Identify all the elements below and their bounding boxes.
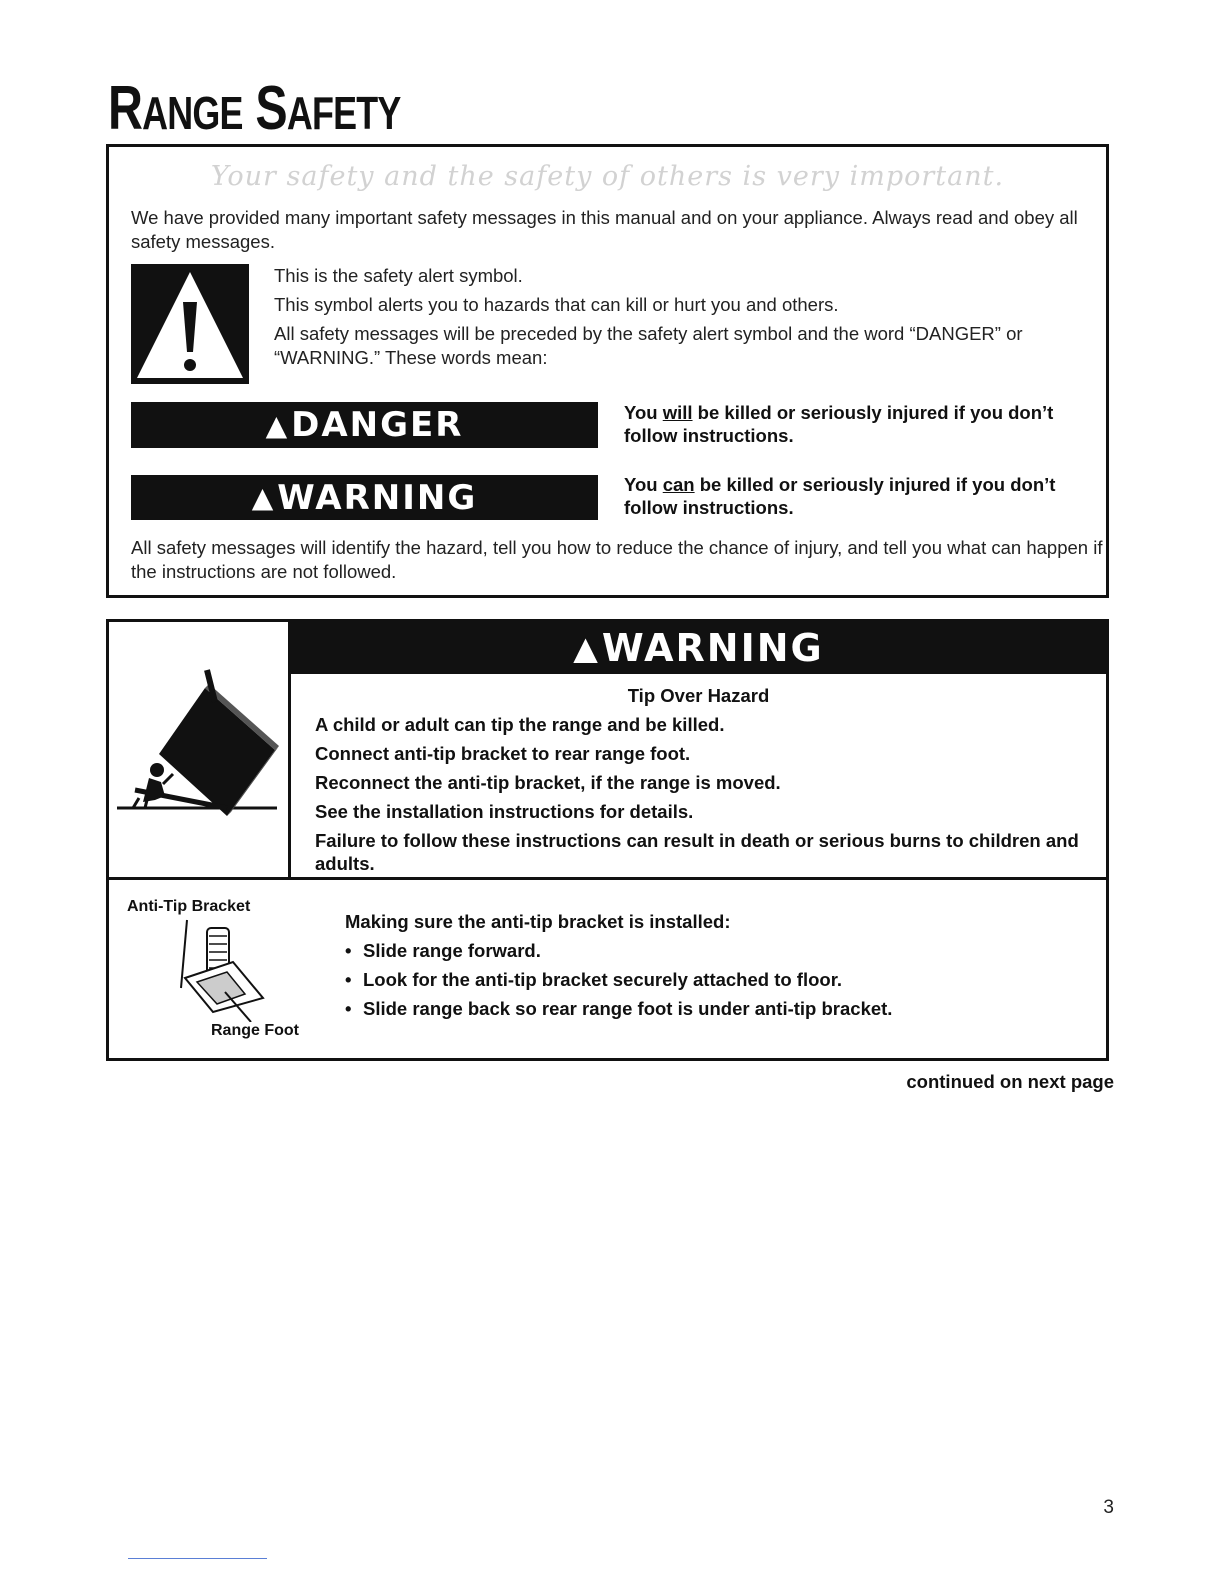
alert-line: This symbol alerts you to hazards that can kill or hurt you and others. — [274, 294, 839, 315]
hazard-line: Connect anti-tip bracket to rear range foot. — [315, 743, 691, 764]
anti-tip-bracket-label: Anti-Tip Bracket — [127, 898, 251, 915]
continued-note: continued on next page — [906, 1071, 1114, 1092]
intro-heading: Your safety and the safety of others is very important. — [210, 161, 1005, 192]
bullet-icon: • — [345, 940, 352, 961]
tip-over-illustration — [109, 622, 291, 877]
danger-signal-bar — [131, 402, 598, 448]
install-bullet: • Slide range forward. — [345, 940, 541, 961]
anti-tip-bracket-icon — [167, 918, 277, 1027]
intro-paragraph: We have provided many important safety messages in this manual and on your appliance. Always read and obey all safety messages. — [131, 207, 1078, 252]
tip-warning-signal-bar — [291, 622, 1106, 674]
warning-label: WARNING — [601, 626, 824, 670]
danger-description: You will be killed or seriously injured if you don’t follow instructions. — [624, 402, 1054, 446]
alert-line: This is the safety alert symbol. — [274, 265, 523, 286]
hazard-line: Failure to follow these instructions can result in death or serious burns to children and adults. — [315, 830, 1079, 874]
safety-intro-box — [106, 144, 1109, 598]
hazard-line: A child or adult can tip the range and be killed. — [315, 714, 725, 735]
install-bullet: • Slide range back so rear range foot is under anti-tip bracket. — [345, 998, 893, 1019]
install-bullet: • Look for the anti-tip bracket securely attached to floor. — [345, 969, 843, 990]
intro-footer: All safety messages will identify the hazard, tell you how to reduce the chance of injury, and tell you what can happen if the instructions are not followed. — [131, 537, 1103, 582]
warning-signal-bar — [131, 475, 598, 520]
bullet-icon: • — [345, 969, 352, 990]
hazard-line: See the installation instructions for details. — [315, 801, 694, 822]
warning-triangle-icon: ▲ — [251, 481, 276, 514]
footer-rule — [128, 1558, 267, 1559]
bullet-icon: • — [345, 998, 352, 1019]
hazard-line: Reconnect the anti-tip bracket, if the range is moved. — [315, 772, 781, 793]
page-number: 3 — [1103, 1497, 1114, 1518]
page-title: RANGE SAFETY — [108, 74, 401, 143]
install-heading: Making sure the anti-tip bracket is installed: — [345, 911, 731, 932]
warning-triangle-icon: ▲ — [265, 408, 290, 442]
danger-label: DANGER — [291, 405, 464, 445]
tipping-range-icon — [109, 622, 288, 877]
warning-triangle-icon: ▲ — [573, 629, 600, 667]
range-foot-label: Range Foot — [211, 1022, 299, 1039]
section-divider — [109, 877, 1106, 880]
tip-over-warning-box — [106, 619, 1109, 1061]
safety-alert-icon — [131, 264, 249, 384]
alert-line: All safety messages will be preceded by the safety alert symbol and the word “DANGER” or “WARNING.” These words mean: — [274, 323, 1023, 368]
hazard-title: Tip Over Hazard — [627, 685, 770, 706]
warning-label: WARNING — [277, 477, 478, 518]
warning-description: You can be killed or seriously injured if you don’t follow instructions. — [624, 474, 1056, 518]
